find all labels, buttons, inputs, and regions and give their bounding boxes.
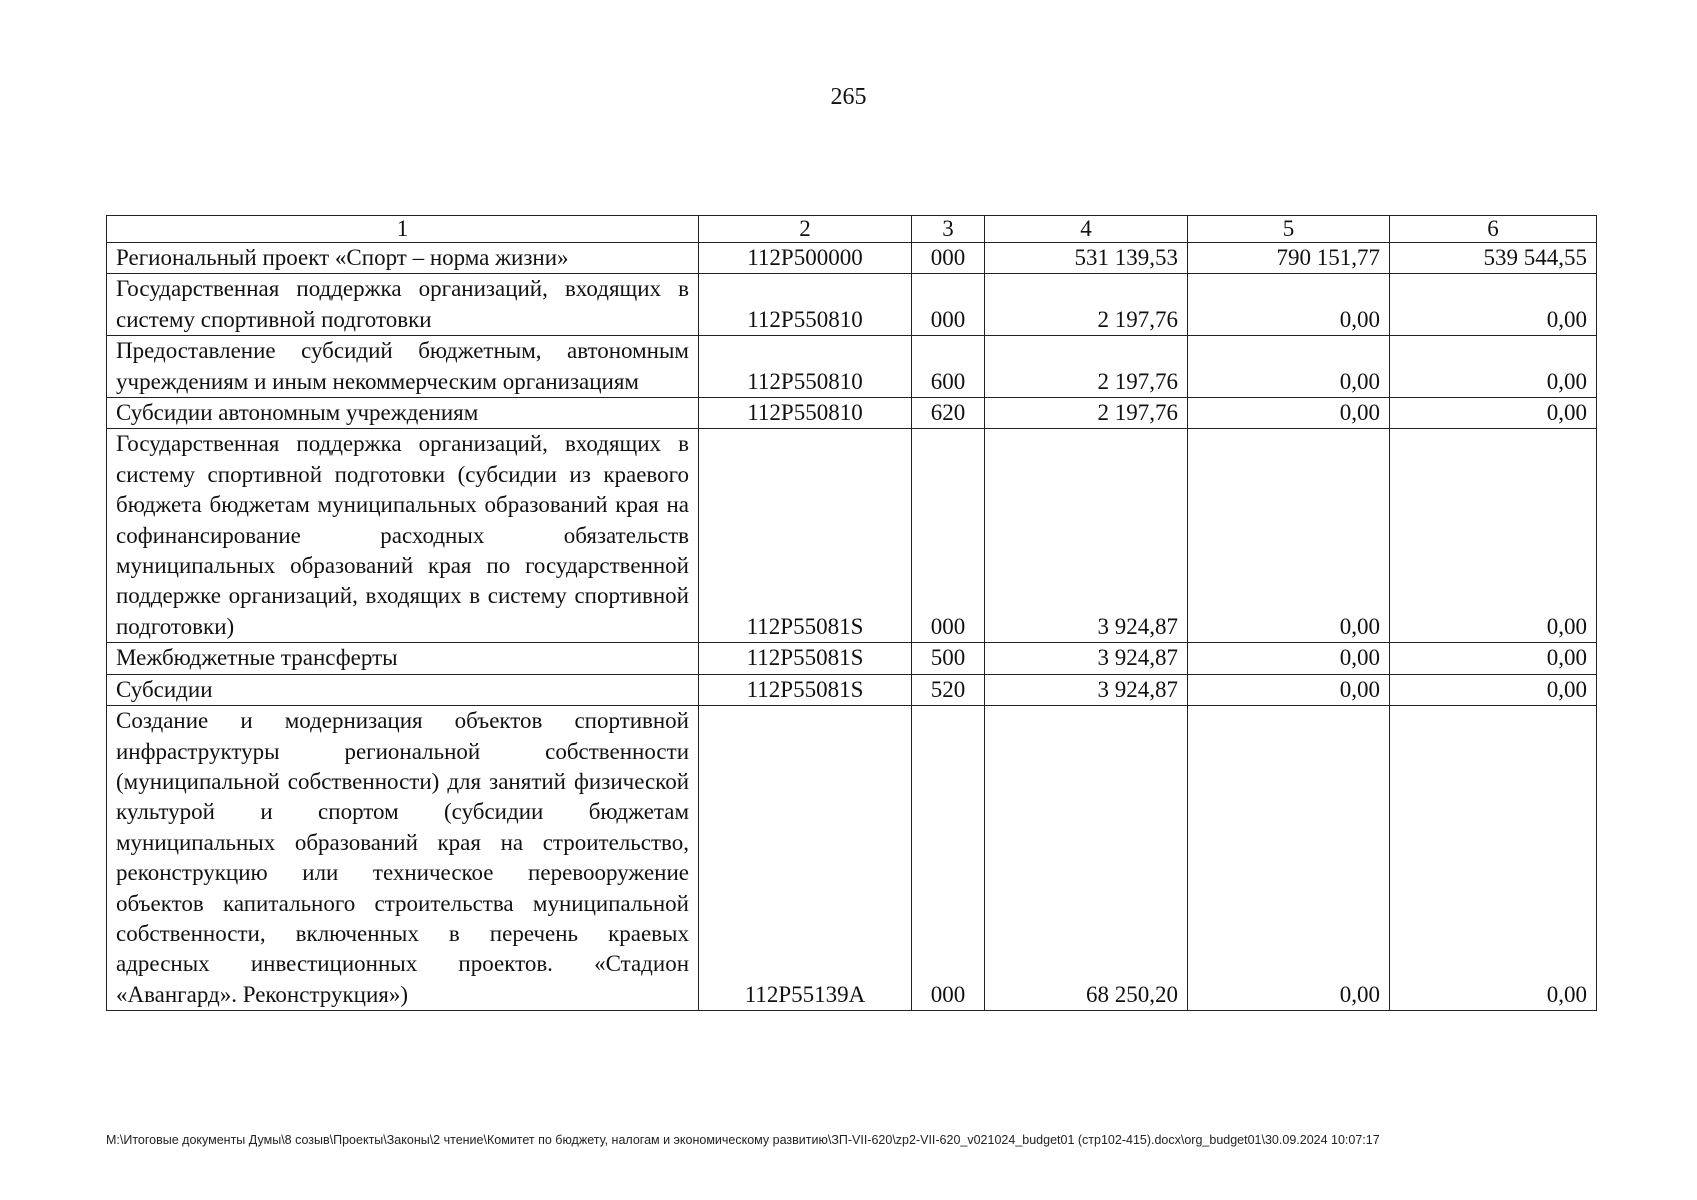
column-header: 1	[107, 216, 699, 243]
table-row	[107, 398, 1597, 429]
row-value-3: 539 544,55	[1390, 243, 1597, 274]
table-row	[107, 674, 1597, 705]
row-value-3: 0,00	[1390, 274, 1597, 336]
column-header: 2	[699, 216, 912, 243]
row-value-2: 0,00	[1188, 429, 1390, 643]
table-row	[107, 643, 1597, 674]
row-value-3: 0,00	[1390, 336, 1597, 398]
row-value-2: 0,00	[1188, 398, 1390, 429]
row-kind: 620	[912, 398, 985, 429]
row-value-2: 0,00	[1188, 336, 1390, 398]
row-value-3: 0,00	[1390, 706, 1597, 1011]
row-kind: 000	[912, 274, 985, 336]
table-row	[107, 336, 1597, 398]
row-value-3: 0,00	[1390, 398, 1597, 429]
row-value-2: 0,00	[1188, 706, 1390, 1011]
row-value-3: 0,00	[1390, 674, 1597, 705]
column-header: 6	[1390, 216, 1597, 243]
row-value-1: 68 250,20	[985, 706, 1188, 1011]
row-value-2: 0,00	[1188, 674, 1390, 705]
row-code: 112P55081S	[699, 674, 912, 705]
row-code: 112P550810	[699, 398, 912, 429]
row-name: Субсидии автономным учреждениям	[107, 398, 699, 429]
row-kind: 000	[912, 429, 985, 643]
row-value-1: 2 197,76	[985, 336, 1188, 398]
row-kind: 500	[912, 643, 985, 674]
table-row	[107, 243, 1597, 274]
row-name: Региональный проект «Спорт – норма жизни»	[107, 243, 699, 274]
column-header: 5	[1188, 216, 1390, 243]
table-row	[107, 429, 1597, 643]
row-kind: 000	[912, 243, 985, 274]
row-value-1: 531 139,53	[985, 243, 1188, 274]
row-code: 112P550810	[699, 274, 912, 336]
row-value-2: 790 151,77	[1188, 243, 1390, 274]
row-name: Межбюджетные трансферты	[107, 643, 699, 674]
row-name: Предоставление субсидий бюджетным, автономным учреждениям и иным некоммерческим организациям	[107, 336, 699, 398]
row-value-1: 3 924,87	[985, 674, 1188, 705]
row-kind: 600	[912, 336, 985, 398]
row-value-1: 2 197,76	[985, 274, 1188, 336]
row-value-3: 0,00	[1390, 429, 1597, 643]
column-header: 4	[985, 216, 1188, 243]
row-value-1: 3 924,87	[985, 429, 1188, 643]
row-name: Государственная поддержка организаций, входящих в систему спортивной подготовки (субсидии из краевого бюджета бюджетам муниципальных образований края на софинансирование расходных обязательств муниципальных образований края по государственной поддержке организаций, входящих в систему спортивной подготовки)	[107, 429, 699, 643]
row-value-3: 0,00	[1390, 643, 1597, 674]
row-code: 112P55081S	[699, 429, 912, 643]
row-kind: 520	[912, 674, 985, 705]
row-value-1: 3 924,87	[985, 643, 1188, 674]
row-kind: 000	[912, 706, 985, 1011]
row-name: Субсидии	[107, 674, 699, 705]
row-code: 112P55081S	[699, 643, 912, 674]
document-path-footer: M:\Итоговые документы Думы\8 созыв\Проекты\Законы\2 чтение\Комитет по бюджету, налогам и экономическому развитию\ЗП-VII-620\zp2-VII-620_v021024_budget01 (стр102-415).docx\org_budget01\30.09.2024 10:07:17	[106, 1133, 1380, 1147]
budget-table	[106, 215, 1597, 1011]
row-value-1: 2 197,76	[985, 398, 1188, 429]
table-row	[107, 706, 1597, 1011]
row-code: 112P550810	[699, 336, 912, 398]
row-value-2: 0,00	[1188, 643, 1390, 674]
page-number: 265	[830, 84, 867, 110]
table-row	[107, 274, 1597, 336]
row-name: Государственная поддержка организаций, входящих в систему спортивной подготовки	[107, 274, 699, 336]
row-code: 112P55139A	[699, 706, 912, 1011]
row-code: 112P500000	[699, 243, 912, 274]
row-name: Создание и модернизация объектов спортивной инфраструктуры региональной собственности (муниципальной собственности) для занятий физической культурой и спортом (субсидии бюджетам муниципальных образований края на строительство, реконструкцию или техническое перевооружение объектов капитального строительства муниципальной собственности, включенных в перечень краевых адресных инвестиционных проектов. «Стадион «Авангард». Реконструкция»)	[107, 706, 699, 1011]
column-header: 3	[912, 216, 985, 243]
table-header-row	[107, 216, 1597, 243]
row-value-2: 0,00	[1188, 274, 1390, 336]
